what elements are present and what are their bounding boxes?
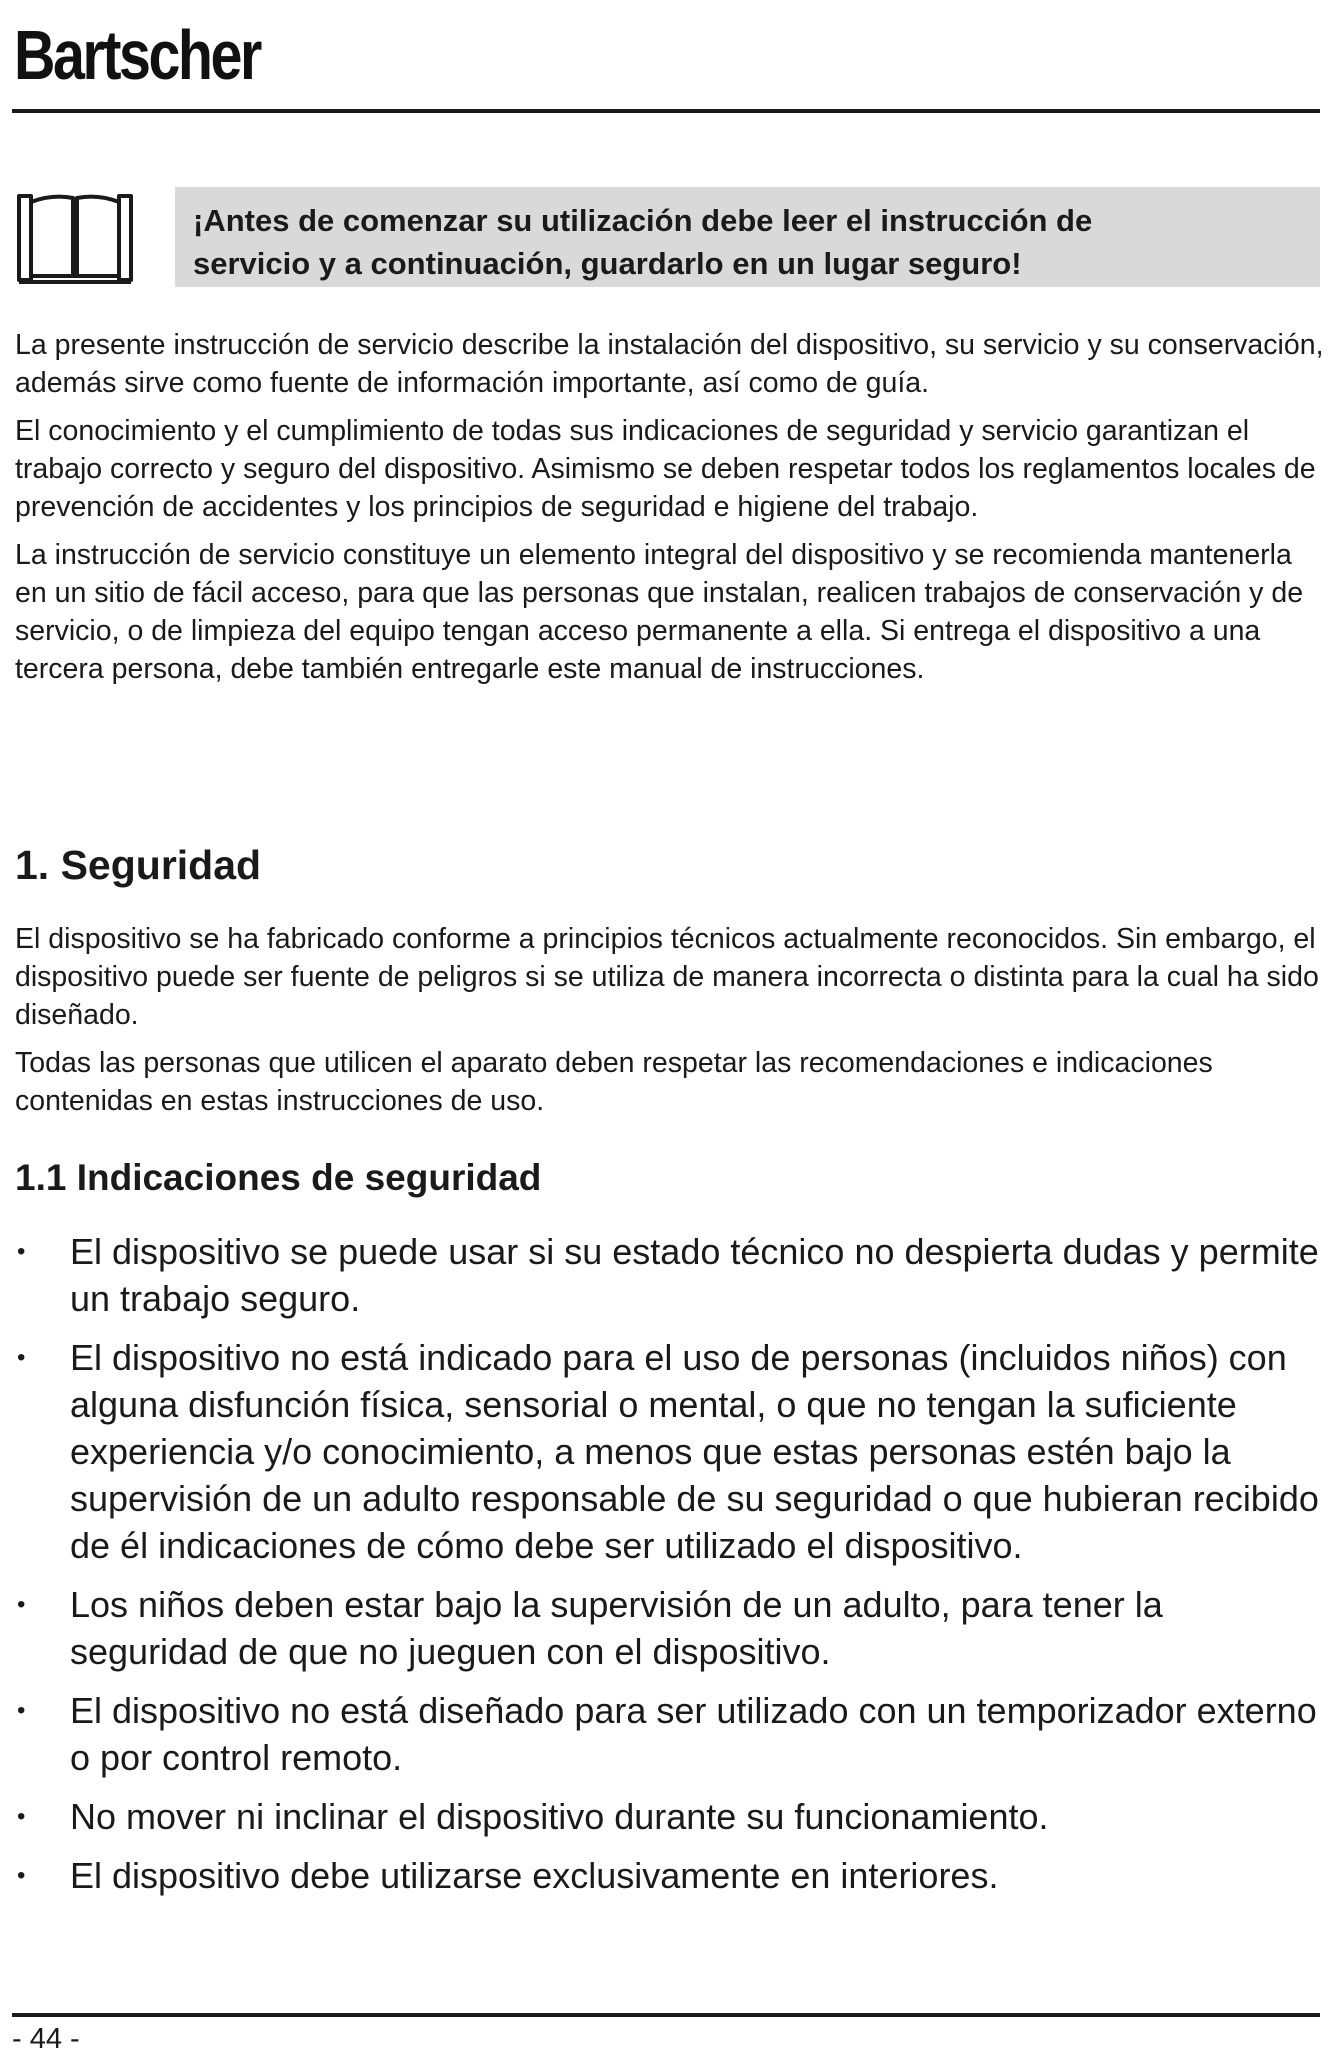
intro-section	[15, 326, 1325, 698]
list-item-text: El dispositivo se puede usar si su estado técnico no despierta dudas y permite un trabajo seguro.	[70, 1231, 1319, 1319]
notice-line-2: servicio y a continuación, guardarlo en un lugar seguro!	[193, 246, 1022, 281]
warning-notice	[175, 187, 1320, 287]
bullet-icon: •	[17, 1862, 26, 1889]
page-number: - 44 -	[12, 2023, 80, 2055]
notice-line-1: ¡Antes de comenzar su utilización debe leer el instrucción de	[193, 203, 1093, 238]
list-item	[15, 1581, 1325, 1675]
list-item	[15, 1228, 1325, 1322]
list-item-text: Los niños deben estar bajo la supervisión de un adulto, para tener la seguridad de que no jueguen con el dispositivo.	[70, 1584, 1163, 1672]
list-item-text: No mover ni inclinar el dispositivo durante su funcionamiento.	[70, 1796, 1049, 1837]
brand-logo	[14, 10, 314, 100]
footer-divider	[12, 2013, 1320, 2017]
list-item	[15, 1793, 1325, 1840]
section-seguridad-body	[15, 920, 1325, 1130]
intro-paragraph-2: El conocimiento y el cumplimiento de todas sus indicaciones de seguridad y servicio garantizan el trabajo correcto y seguro del dispositivo. Asimismo se deben respetar todos los reglamentos locales de prevención de accidentes y los principios de seguridad e higiene del trabajo.	[15, 415, 1316, 523]
safety-list	[15, 1228, 1325, 1911]
seguridad-paragraph-2: Todas las personas que utilicen el aparato deben respetar las recomendaciones e indicaciones contenidas en estas instrucciones de uso.	[15, 1047, 1213, 1117]
list-item-text: El dispositivo no está indicado para el uso de personas (incluidos niños) con alguna disfunción física, sensorial o mental, o que no tengan la suficiente experiencia y/o conocimiento, a menos que estas personas estén bajo la supervisión de un adulto responsable de su seguridad o que hubieran recibido de él indicaciones de cómo debe ser utilizado el dispositivo.	[70, 1337, 1319, 1566]
intro-paragraph-3: La instrucción de servicio constituye un elemento integral del dispositivo y se recomienda mantenerla en un sitio de fácil acceso, para que las personas que instalan, realicen trabajos de conservación y de servicio, o de limpieza del equipo tengan acceso permanente a ella. Si entrega el dispositivo a una tercera persona, debe también entregarle este manual de instrucciones.	[15, 539, 1304, 685]
list-item	[15, 1687, 1325, 1781]
brand-name: Bartscher	[14, 16, 260, 94]
list-item	[15, 1852, 1325, 1899]
list-item-text: El dispositivo no está diseñado para ser utilizado con un temporizador externo o por control remoto.	[70, 1690, 1317, 1778]
list-item-text: El dispositivo debe utilizarse exclusivamente en interiores.	[70, 1855, 999, 1896]
bullet-icon: •	[17, 1344, 26, 1371]
section-heading-seguridad: 1. Seguridad	[15, 842, 262, 888]
list-item	[15, 1334, 1325, 1569]
bullet-icon: •	[17, 1803, 26, 1830]
seguridad-paragraph-1: El dispositivo se ha fabricado conforme a principios técnicos actualmente reconocidos. Sin embargo, el dispositivo puede ser fuente de peligros si se utiliza de manera incorrecta o distinta para la cual ha sido diseñado.	[15, 923, 1319, 1031]
bullet-icon: •	[17, 1238, 26, 1265]
section-heading-indicaciones: 1.1 Indicaciones de seguridad	[15, 1157, 542, 1198]
bullet-icon: •	[17, 1591, 26, 1618]
header-divider	[12, 109, 1320, 113]
book-icon	[16, 190, 134, 286]
bullet-icon: •	[17, 1697, 26, 1724]
intro-paragraph-1: La presente instrucción de servicio describe la instalación del dispositivo, su servicio y su conservación, además sirve como fuente de información importante, así como de guía.	[15, 329, 1324, 399]
